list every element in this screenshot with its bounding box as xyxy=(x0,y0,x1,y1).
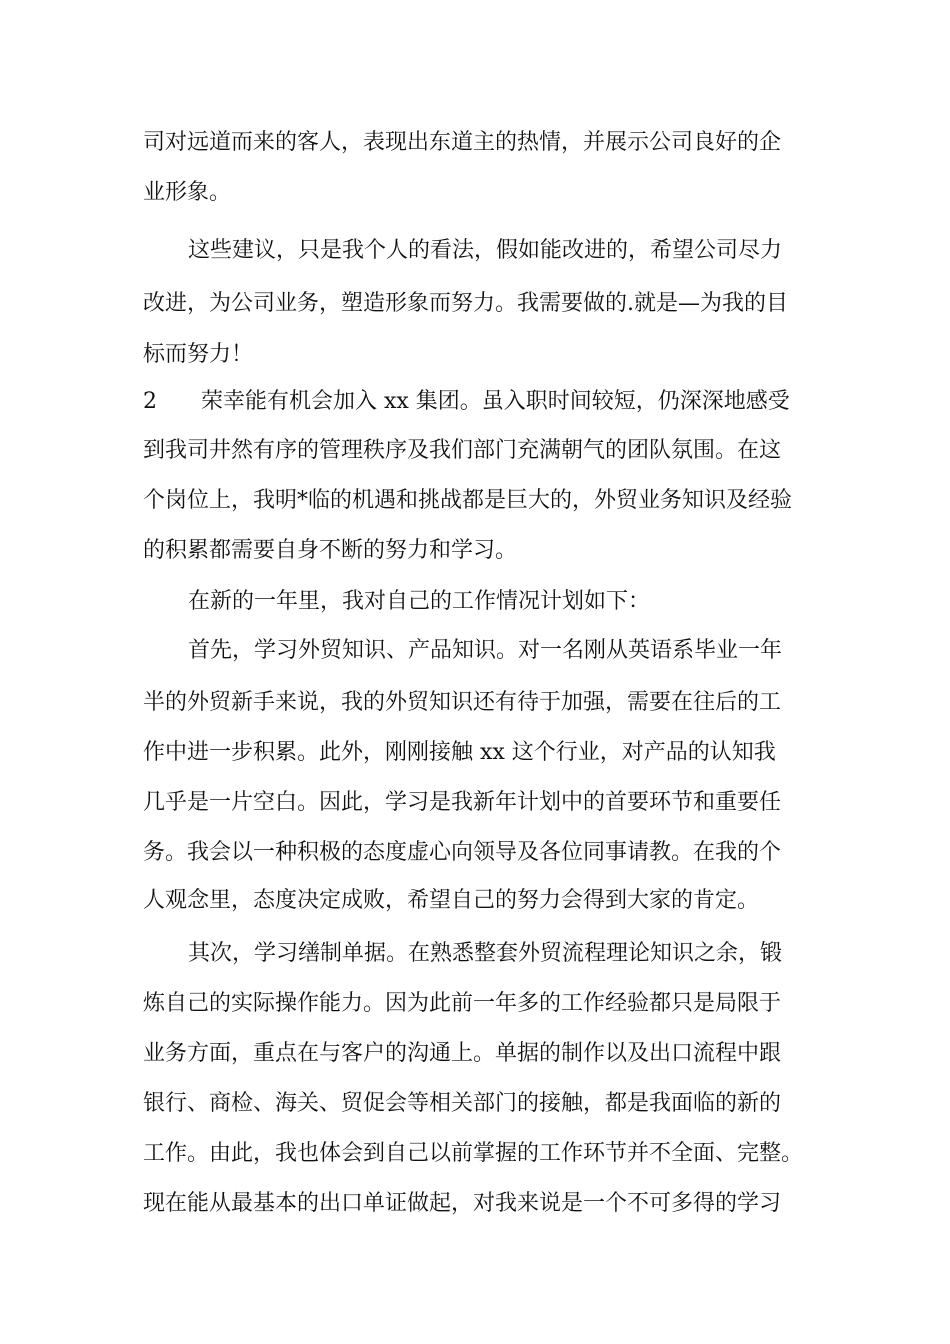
text-line: 业务方面，重点在与客户的沟通上。单据的制作以及出口流程中跟 xyxy=(143,1041,782,1066)
text-line: 人观念里，态度决定成败，希望自己的努力会得到大家的肯定。 xyxy=(143,888,760,913)
text-line: 改进，为公司业务，塑造形象而努力。我需要做的.就是—为我的目 xyxy=(143,291,788,316)
text-line: 务。我会以一种积极的态度虚心向领导及各位同事请教。在我的个 xyxy=(143,840,782,865)
text-line: 半的外贸新手来说，我的外贸知识还有待于加强，需要在往后的工 xyxy=(143,690,782,715)
paragraph-start-line: 在新的一年里，我对自己的工作情况计划如下： xyxy=(188,589,651,614)
text-line: 工作。由此，我也体会到自己以前掌握的工作环节并不全面、完整。 xyxy=(143,1141,804,1166)
text-line: 银行、商检、海关、贸促会等相关部门的接触，都是我面临的新的 xyxy=(143,1091,782,1116)
text-line: 到我司井然有序的管理秩序及我们部门充满朝气的团队氛围。在这 xyxy=(143,438,782,463)
numbered-item-line: 2 荣幸能有机会加入 xx 集团。虽入职时间较短，仍深深地感受 xyxy=(143,389,790,414)
paragraph-start-line: 首先，学习外贸知识、产品知识。对一名刚从英语系毕业一年 xyxy=(188,638,783,663)
text-line: 业形象。 xyxy=(143,180,232,205)
text-line: 几乎是一片空白。因此，学习是我新年计划中的首要环节和重要任 xyxy=(143,790,782,815)
text-line: 炼自己的实际操作能力。因为此前一年多的工作经验都只是局限于 xyxy=(143,991,782,1016)
text-line: 的积累都需要自身不断的努力和学习。 xyxy=(143,538,518,563)
text-line: 作中进一步积累。此外，刚刚接触 xx 这个行业，对产品的认知我 xyxy=(143,740,776,765)
text-line: 司对远道而来的客人，表现出东道主的热情，并展示公司良好的企 xyxy=(143,130,782,155)
text-line: 标而努力！ xyxy=(143,342,254,367)
text-line: 个岗位上，我明*临的机遇和挑战都是巨大的，外贸业务知识及经验 xyxy=(143,488,793,513)
text-line: 现在能从最基本的出口单证做起，对我来说是一个不可多得的学习 xyxy=(143,1191,782,1216)
paragraph-start-line: 这些建议，只是我个人的看法，假如能改进的，希望公司尽力 xyxy=(188,238,783,263)
paragraph-start-line: 其次，学习缮制单据。在熟悉整套外贸流程理论知识之余，锻 xyxy=(188,941,783,966)
